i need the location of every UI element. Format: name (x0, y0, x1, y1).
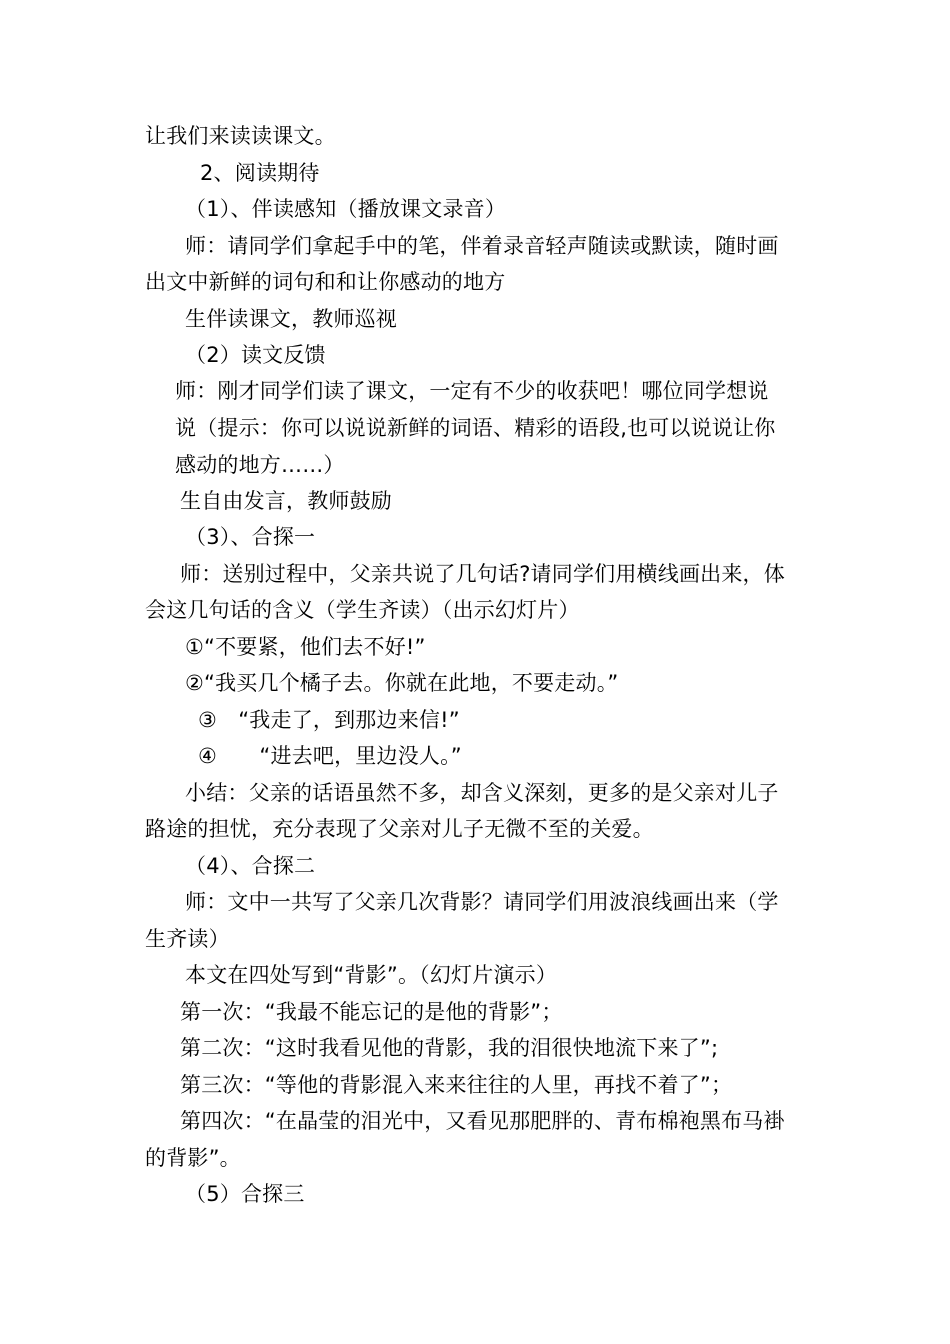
text-line: 小结：父亲的话语虽然不多，却含义深刻，更多的是父亲对儿子 (185, 781, 779, 805)
text-line: 生齐读） (145, 927, 230, 951)
quote-line: 第二次：“这时我看见他的背影，我的泪很快地流下来了”; (180, 1036, 719, 1060)
text-line: 说（提示：你可以说说新鲜的词语、精彩的语段,也可以说说让你 (175, 416, 776, 440)
text-line: 会这几句话的含义（学生齐读）（出示幻灯片） (145, 598, 580, 622)
text-line: 生伴读课文，教师巡视 (185, 307, 397, 331)
quote-line: ②“我买几个橘子去。你就在此地，不要走动。” (185, 671, 619, 695)
text-line: 本文在四处写到“背影”。（幻灯片演示） (185, 963, 558, 987)
text-line: 的背影”。 (145, 1146, 241, 1170)
text-line: 感动的地方……） (175, 453, 345, 477)
quote-line: 第三次：“等他的背影混入来来往往的人里，再找不着了”； (180, 1073, 733, 1097)
text-line: 让我们来读读课文。 (145, 124, 336, 148)
text-line: 路途的担忧，充分表现了父亲对儿子无微不至的关爱。 (145, 817, 654, 841)
quote-line: ④ “进去吧，里边没人。” (198, 744, 462, 768)
subsection-heading: （5）合探三 (185, 1182, 305, 1206)
quote-line: ①“不要紧，他们去不好!” (185, 635, 426, 659)
section-heading: 2、阅读期待 (200, 161, 320, 185)
quote-line: 第四次：“在晶莹的泪光中，又看见那肥胖的、青布棉袍黑布马褂 (180, 1109, 785, 1133)
quote-line: 第一次：“我最不能忘记的是他的背影”； (180, 1000, 563, 1024)
subsection-heading: （4）、合探二 (185, 854, 316, 878)
text-line: 出文中新鲜的词句和和让你感动的地方 (145, 270, 506, 294)
subsection-heading: （3）、合探一 (185, 525, 316, 549)
text-line: 师：文中一共写了父亲几次背影？请同学们用波浪线画出来（学 (185, 890, 779, 914)
text-line: 师：请同学们拿起手中的笔，伴着录音轻声随读或默读，随时画 (185, 234, 779, 258)
text-line: 师：刚才同学们读了课文，一定有不少的收获吧！哪位同学想说 (175, 379, 769, 403)
text-line: 生自由发言，教师鼓励 (180, 489, 392, 513)
text-line: 师：送别过程中，父亲共说了几句话?请同学们用横线画出来，体 (180, 562, 785, 586)
subsection-heading: （2）读文反馈 (185, 343, 326, 367)
subsection-heading: （1）、伴读感知（播放课文录音） (185, 197, 507, 221)
quote-line: ③ “我走了，到那边来信!” (198, 708, 460, 732)
